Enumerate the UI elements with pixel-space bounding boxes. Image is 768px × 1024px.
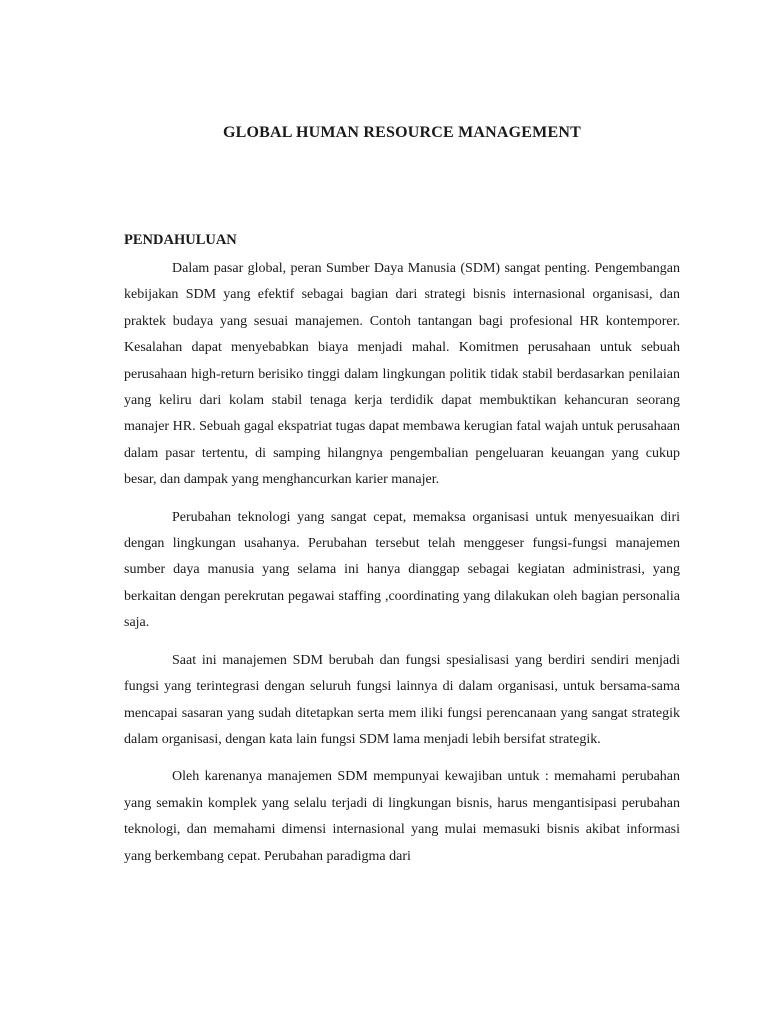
paragraph: Saat ini manajemen SDM berubah dan fungsi spesialisasi yang berdiri sendiri menjadi fungsi yang terintegrasi dengan seluruh fungsi lainnya di dalam organisasi, untuk bersama-sama mencapai sasaran yang sudah ditetapkan serta mem iliki fungsi perencanaan yang sangat strategik dalam organisasi, dengan kata lain fungsi SDM lama menjadi lebih bersifat strategik. <box>124 652 680 747</box>
paragraph: Dalam pasar global, peran Sumber Daya Manusia (SDM) sangat penting. Pengembangan kebijakan SDM yang efektif sebagai bagian dari strategi bisnis internasional organisasi, dan praktek budaya yang sesuai manajemen. Contoh tantangan bagi profesional HR kontemporer. Kesalahan dapat menyebabkan biaya menjadi mahal. Komitmen perusahaan untuk sebuah perusahaan high-return berisiko tinggi dalam lingkungan politik tidak stabil berdasarkan penilaian yang keliru dari kolam stabil tenaga kerja terdidik dapat membuktikan kehancuran seorang manajer HR. Sebuah gagal ekspatriat tugas dapat membawa kerugian fatal wajah untuk perusahaan dalam pasar tertentu, di samping hilangnya pengembalian pengeluaran keuangan yang cukup besar, dan dampak yang menghancurkan karier manajer. <box>124 261 680 488</box>
paragraph: Perubahan teknologi yang sangat cepat, memaksa organisasi untuk menyesuaikan diri dengan lingkungan usahanya. Perubahan tersebut telah menggeser fungsi-fungsi manajemen sumber daya manusia yang selama ini hanya dianggap sebagai kegiatan administrasi, yang berkaitan dengan perekrutan pegawai staffing ,coordinating yang dilakukan oleh bagian personalia saja. <box>124 509 680 631</box>
body-text <box>124 256 680 881</box>
section-heading: PENDAHULUAN <box>124 232 237 248</box>
document-title: GLOBAL HUMAN RESOURCE MANAGEMENT <box>223 124 581 141</box>
paragraph: Oleh karenanya manajemen SDM mempunyai kewajiban untuk : memahami perubahan yang semakin komplek yang selalu terjadi di lingkungan bisnis, harus mengantisipasi perubahan teknologi, dan memahami dimensi internasional yang mulai memasuki bisnis akibat informasi yang berkembang cepat. Perubahan paradigma dari <box>124 769 680 864</box>
